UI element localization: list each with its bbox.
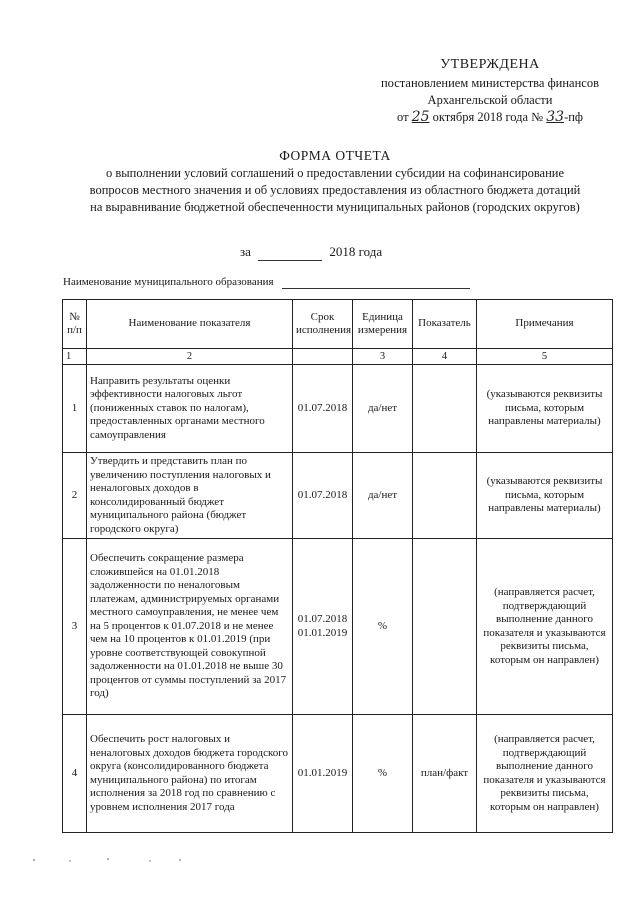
row-term: 01.07.2018 — [293, 365, 353, 453]
approval-line-2: Архангельской области — [427, 93, 553, 107]
row-indicator[interactable] — [413, 365, 477, 453]
approval-number-suffix: -пф — [564, 110, 584, 124]
approval-date-line — [360, 109, 620, 126]
form-subtitle-line-3: на выравнивание бюджетной обеспеченности муниципальных районов (городских округов) — [90, 200, 580, 214]
row-name: Обеспечить сокращение размера сложившейся на 01.01.2018 задолженности по неналоговым платежам, администрируемых органами местного самоуправления, не менее чем на 5 процентов к 01.07.2018 и не менее чем на 10 процентов к 01.01.2019 (при уровне соответствующей совокупной задолженности на 01.01.2018 не выше 30 процентов от суммы поступлений за 2017 год) — [87, 539, 293, 715]
column-index: 1 — [63, 349, 87, 365]
row-indicator[interactable] — [413, 539, 477, 715]
report-period — [240, 244, 480, 261]
approval-day-handwritten: 25 — [411, 109, 430, 125]
column-index: 3 — [353, 349, 413, 365]
table-row — [63, 715, 613, 833]
table-header-row — [63, 300, 613, 349]
row-num: 1 — [63, 365, 87, 453]
header-term: Срок исполнения — [293, 300, 353, 349]
header-num: № п/п — [63, 300, 87, 349]
column-index-row — [63, 349, 613, 365]
period-suffix: 2018 года — [329, 244, 383, 259]
row-num: 4 — [63, 715, 87, 833]
row-name: Утвердить и представить план по увеличению поступления налоговых и неналоговых доходов в консолидированный бюджет муниципального района (бюджет городского округа) — [87, 453, 293, 539]
row-notes: (направляется расчет, подтверждающий выполнение данного показателя и указываются реквизиты письма, которым он направлен) — [477, 539, 613, 715]
table-row — [63, 453, 613, 539]
header-name: Наименование показателя — [87, 300, 293, 349]
form-title: ФОРМА ОТЧЕТА — [279, 148, 391, 163]
header-indicator: Показатель — [413, 300, 477, 349]
table-row — [63, 365, 613, 453]
row-name: Направить результаты оценки эффективности налоговых льгот (пониженных ставок по налогам), предоставленных органами местного самоуправления — [87, 365, 293, 453]
header-unit: Единица измерения — [353, 300, 413, 349]
row-num: 2 — [63, 453, 87, 539]
row-term: 01.01.2019 — [293, 715, 353, 833]
period-prefix: за — [240, 244, 251, 259]
form-title-block — [40, 147, 630, 216]
municipality-line — [63, 276, 470, 289]
row-indicator[interactable]: план/факт — [413, 715, 477, 833]
approval-stamp — [360, 56, 620, 126]
row-notes: (указываются реквизиты письма, которым направлены материалы) — [477, 453, 613, 539]
row-unit: да/нет — [353, 365, 413, 453]
row-notes: (указываются реквизиты письма, которым направлены материалы) — [477, 365, 613, 453]
row-unit: % — [353, 715, 413, 833]
approved-heading: УТВЕРЖДЕНА — [440, 57, 540, 72]
form-subtitle-line-1: о выполнении условий соглашений о предоставлении субсидии на софинансирование — [105, 166, 565, 180]
column-index: 2 — [87, 349, 293, 365]
row-notes: (направляется расчет, подтверждающий выполнение данного показателя и указываются реквизиты письма, которым он направлен) — [477, 715, 613, 833]
period-blank-field[interactable] — [258, 244, 322, 261]
row-term: 01.07.2018 01.01.2019 — [293, 539, 353, 715]
header-notes: Примечания — [477, 300, 613, 349]
scan-dots-decoration — [30, 856, 210, 864]
approval-date-prefix: от — [396, 110, 409, 124]
approval-date-middle: октября 2018 года № — [432, 110, 544, 124]
form-subtitle-line-2: вопросов местного значения и об условиях предоставления из областного бюджета дотаций — [89, 183, 581, 197]
table-row — [63, 539, 613, 715]
row-unit: да/нет — [353, 453, 413, 539]
row-unit: % — [353, 539, 413, 715]
approval-number-handwritten: 33 — [546, 109, 565, 125]
column-index-empty — [293, 349, 353, 365]
row-term: 01.07.2018 — [293, 453, 353, 539]
column-index: 4 — [413, 349, 477, 365]
municipality-blank-field[interactable] — [282, 276, 470, 289]
municipality-label: Наименование муниципального образования — [63, 276, 274, 288]
report-table — [62, 299, 613, 833]
row-indicator[interactable] — [413, 453, 477, 539]
row-num: 3 — [63, 539, 87, 715]
column-index: 5 — [477, 349, 613, 365]
row-name: Обеспечить рост налоговых и неналоговых доходов бюджета городского округа (консолидированного бюджета муниципального района) по итогам исполнения за 2018 год по сравнению с уровнем исполнения 2017 года — [87, 715, 293, 833]
approval-line-1: постановлением министерства финансов — [380, 76, 599, 90]
